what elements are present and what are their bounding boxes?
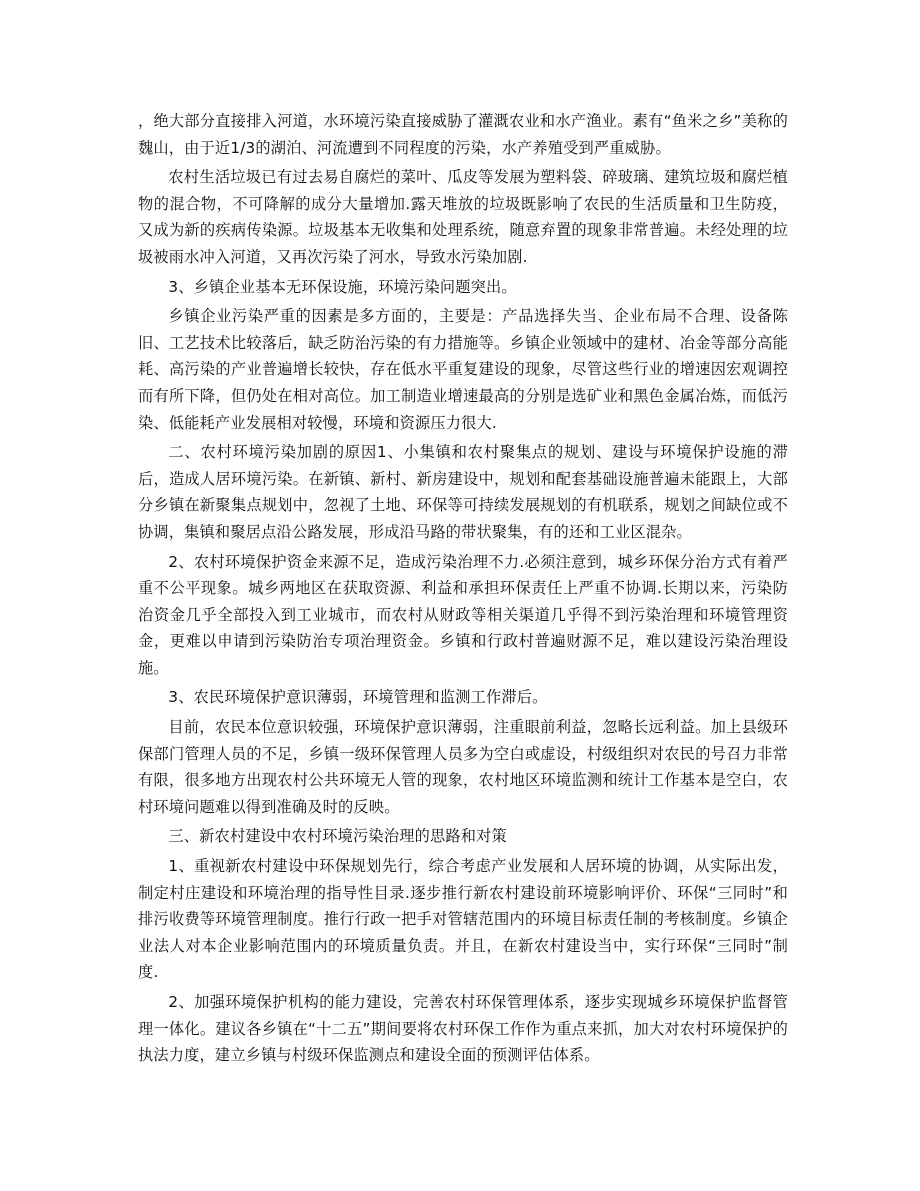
paragraph-9: 三、新农村建设中农村环境污染治理的思路和对策	[168, 827, 507, 846]
paragraph-3: 3、乡镇企业基本无环保设施，环境污染问题突出。	[168, 277, 517, 296]
paragraph-6: 2、农村环境保护资金来源不足，造成污染治理不力.必须注意到，城乡环保分治方式有着严重不公平现象。城乡两地区在获取资源、利益和承担环保责任上严重不协调.长期以来，污染防治资金几乎全部投入到工业城市，而农村从财政等相关渠道几乎得不到污染治理和环境管理资金，更难以申请到污染防治专项治理资金。乡镇和行政村普遍财源不足，难以建设污染治理设施。	[138, 552, 788, 677]
paragraph-11: 2、加强环境保护机构的能力建设，完善农村环保管理体系，逐步实现城乡环境保护监督管理一体化。建议各乡镇在“十二五”期间要将农村环保工作作为重点来抓，加大对农村环境保护的执法力度，建立乡镇与村级环保监测点和建设全面的预测评估体系。	[138, 993, 788, 1065]
paragraph-4: 乡镇企业污染严重的因素是多方面的，主要是：产品选择失当、企业布局不合理、设备陈旧、工艺技术比较落后，缺乏防治污染的有力措施等。乡镇企业领域中的建材、冶金等部分高能耗、高污染的产业普遍增长较快，存在低水平重复建设的现象，尽管这些行业的增速因宏观调控而有所下降，但仍处在相对高位。加工制造业增速最高的分别是选矿业和黑色金属冶炼，而低污染、低能耗产业发展相对较慢，环境和资源压力很大.	[138, 307, 788, 432]
paragraph-8: 目前，农民本位意识较强，环境保护意识薄弱，注重眼前利益，忽略长远利益。加上县级环保部门管理人员的不足，乡镇一级环保管理人员多为空白或虚设，村级组织对农民的号召力非常有限，很多地方出现农村公共环境无人管的现象，农村地区环境监测和统计工作基本是空白，农村环境问题难以得到准确及时的反映。	[138, 718, 788, 816]
paragraph-2: 农村生活垃圾已有过去易自腐烂的菜叶、瓜皮等发展为塑料袋、碎玻璃、建筑垃圾和腐烂植物的混合物，不可降解的成分大量增加.露天堆放的垃圾既影响了农民的生活质量和卫生防疫，又成为新的疾病传染源。垃圾基本无收集和处理系统，随意弃置的现象非常普遍。未经处理的垃圾被雨水冲入河道，又再次污染了河水，导致水污染加剧.	[138, 168, 788, 266]
document-page	[138, 108, 788, 1072]
paragraph-5: 二、农村环境污染加剧的原因1、小集镇和农村聚集点的规划、建设与环境保护设施的滞后，造成人居环境污染。在新镇、新村、新房建设中，规划和配套基础设施普遍未能跟上，大部分乡镇在新聚集点规划中，忽视了土地、环保等可持续发展规划的有机联系，规划之间缺位或不协调，集镇和聚居点沿公路发展，形成沿马路的带状聚集，有的还和工业区混杂。	[138, 443, 788, 541]
paragraph-7: 3、农民环境保护意识薄弱，环境管理和监测工作滞后。	[168, 688, 548, 707]
paragraph-1: ，绝大部分直接排入河道，水环境污染直接威胁了灌溉农业和水产渔业。素有“鱼米之乡”美称的魏山，由于近1/3的湖泊、河流遭到不同程度的污染，水产养殖受到严重威胁。	[138, 112, 788, 157]
paragraph-10: 1、重视新农村建设中环保规划先行，综合考虑产业发展和人居环境的协调，从实际出发，制定村庄建设和环境治理的指导性目录.逐步推行新农村建设前环境影响评价、环保“三同时”和排污收费等环境管理制度。推行行政一把手对管辖范围内的环境目标责任制的考核制度。乡镇企业法人对本企业影响范围内的环境质量负责。并且，在新农村建设当中，实行环保“三同时”制度.	[138, 857, 788, 982]
